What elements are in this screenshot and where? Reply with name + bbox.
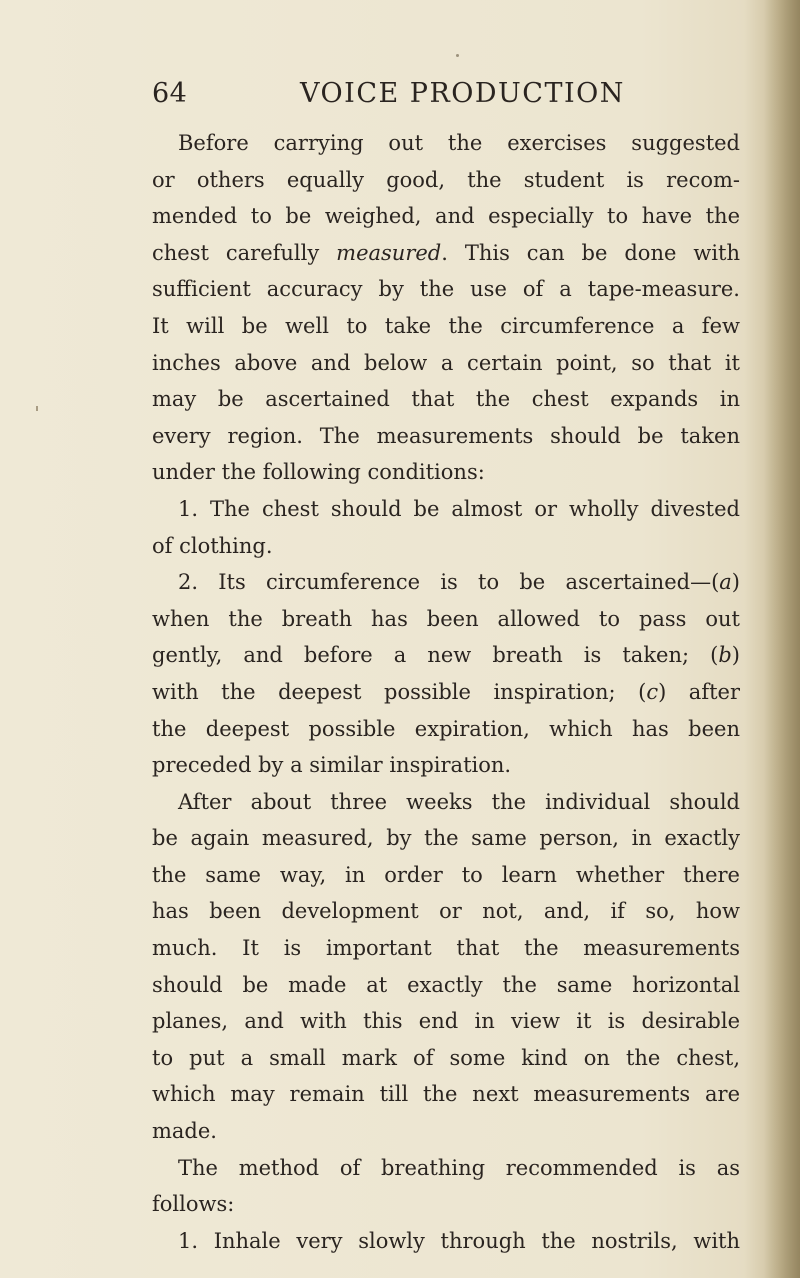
text-line: Before carrying out the exercises suggested bbox=[178, 131, 740, 155]
text-line: the deepest possible expiration, which has been bbox=[152, 716, 740, 741]
text-line: of clothing. bbox=[152, 533, 273, 558]
text-line: follows: bbox=[152, 1192, 235, 1217]
text-line: 1. Inhale very slowly through the nostrils, with bbox=[178, 1228, 740, 1253]
page-number: 64 bbox=[152, 78, 188, 109]
text-line: under the following conditions: bbox=[152, 460, 485, 485]
text-line: should be made at exactly the same horizontal bbox=[152, 972, 740, 997]
text-line: which may remain till the next measurements are bbox=[152, 1082, 740, 1107]
text-line: when the breath has been allowed to pass out bbox=[152, 606, 740, 631]
paper-speck bbox=[456, 54, 459, 57]
text-line: made. bbox=[152, 1119, 217, 1144]
text-line: gently, and before a new breath is taken; (b) bbox=[152, 643, 740, 668]
text-line: 2. Its circumference is to be ascertained—(a) bbox=[178, 570, 740, 595]
text-line: or others equally good, the student is recom- bbox=[152, 167, 740, 192]
text-line: to put a small mark of some kind on the chest, bbox=[152, 1045, 740, 1070]
text-line: After about three weeks the individual should bbox=[178, 789, 740, 814]
page-edge-shadow bbox=[764, 0, 800, 1278]
body-text bbox=[152, 125, 740, 1259]
text-line: planes, and with this end in view it is desirable bbox=[152, 1009, 740, 1034]
text-line: It will be well to take the circumference a few bbox=[152, 313, 740, 338]
text-line: 1. The chest should be almost or wholly divested bbox=[178, 496, 740, 521]
text-line: the same way, in order to learn whether there bbox=[152, 862, 740, 887]
text-line: mended to be weighed, and especially to have the bbox=[152, 204, 740, 229]
text-line: has been development or not, and, if so, how bbox=[152, 899, 740, 924]
text-line: chest carefully measured. This can be done with bbox=[152, 240, 740, 265]
text-line: The method of breathing recommended is as bbox=[178, 1155, 740, 1180]
paper-speck bbox=[36, 406, 38, 411]
text-line: sufficient accuracy by the use of a tape-measure. bbox=[152, 277, 740, 302]
text-line: may be ascertained that the chest expands in bbox=[152, 387, 740, 412]
page-header bbox=[152, 74, 738, 114]
text-line: much. It is important that the measurements bbox=[152, 936, 740, 961]
running-head: VOICE PRODUCTION bbox=[300, 78, 625, 109]
text-line: inches above and below a certain point, so that it bbox=[152, 350, 740, 375]
text-line: with the deepest possible inspiration; (c) after bbox=[152, 679, 740, 704]
text-line: be again measured, by the same person, in exactly bbox=[152, 826, 740, 851]
text-line: preceded by a similar inspiration. bbox=[152, 753, 512, 778]
text-line: every region. The measurements should be taken bbox=[152, 423, 740, 448]
